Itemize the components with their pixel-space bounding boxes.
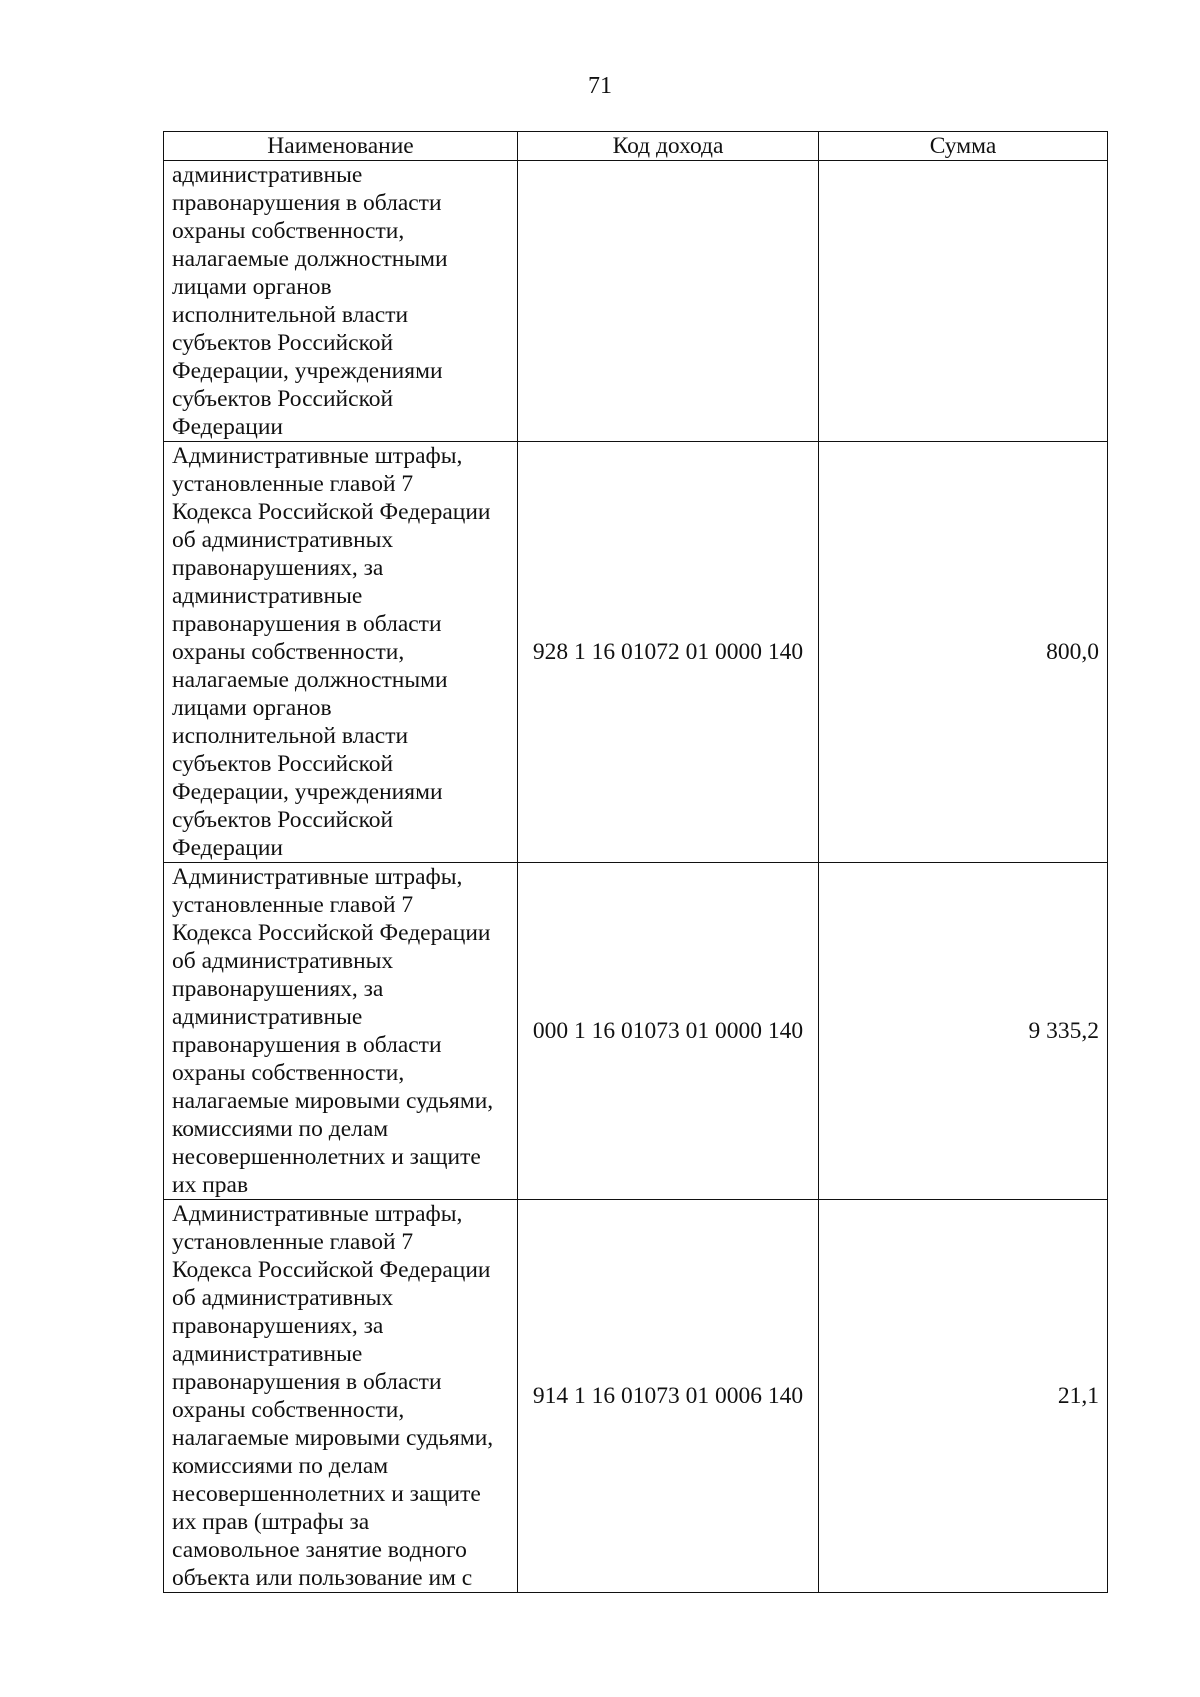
table-row xyxy=(164,863,1108,1200)
row-name-cell: административные правонарушения в области охраны собственности, налагаемые должностными лицами органов исполнительной власти субъектов Российской Федерации, учреждениями субъектов Российской Федерации xyxy=(164,161,518,442)
row-sum-cell: 800,0 xyxy=(819,442,1108,863)
row-code-cell: 914 1 16 01073 01 0006 140 xyxy=(518,1200,819,1593)
row-sum-cell xyxy=(819,161,1108,442)
row-name-cell: Административные штрафы, установленные главой 7 Кодекса Российской Федерации об административных правонарушениях, за административные правонарушения в области охраны собственности, налагаемые мировыми судьями, комиссиями по делам несовершеннолетних и защите их прав (штрафы за самовольное занятие водного объекта или пользование им с xyxy=(164,1200,518,1593)
row-code-cell: 928 1 16 01072 01 0000 140 xyxy=(518,442,819,863)
column-header-code: Код дохода xyxy=(518,132,819,161)
table-header xyxy=(164,132,1108,161)
page-number: 71 xyxy=(588,73,612,99)
row-code-cell: 000 1 16 01073 01 0000 140 xyxy=(518,863,819,1200)
table-body xyxy=(164,161,1108,1593)
row-sum-cell: 21,1 xyxy=(819,1200,1108,1593)
header-row xyxy=(164,132,1108,161)
column-header-name: Наименование xyxy=(164,132,518,161)
table-row xyxy=(164,161,1108,442)
row-code-cell xyxy=(518,161,819,442)
row-name-cell: Административные штрафы, установленные главой 7 Кодекса Российской Федерации об административных правонарушениях, за административные правонарушения в области охраны собственности, налагаемые мировыми судьями, комиссиями по делам несовершеннолетних и защите их прав xyxy=(164,863,518,1200)
row-sum-cell: 9 335,2 xyxy=(819,863,1108,1200)
table-row xyxy=(164,1200,1108,1593)
column-header-sum: Сумма xyxy=(819,132,1108,161)
table-row xyxy=(164,442,1108,863)
row-name-cell: Административные штрафы, установленные главой 7 Кодекса Российской Федерации об административных правонарушениях, за административные правонарушения в области охраны собственности, налагаемые должностными лицами органов исполнительной власти субъектов Российской Федерации, учреждениями субъектов Российской Федерации xyxy=(164,442,518,863)
revenue-table xyxy=(163,131,1108,1593)
